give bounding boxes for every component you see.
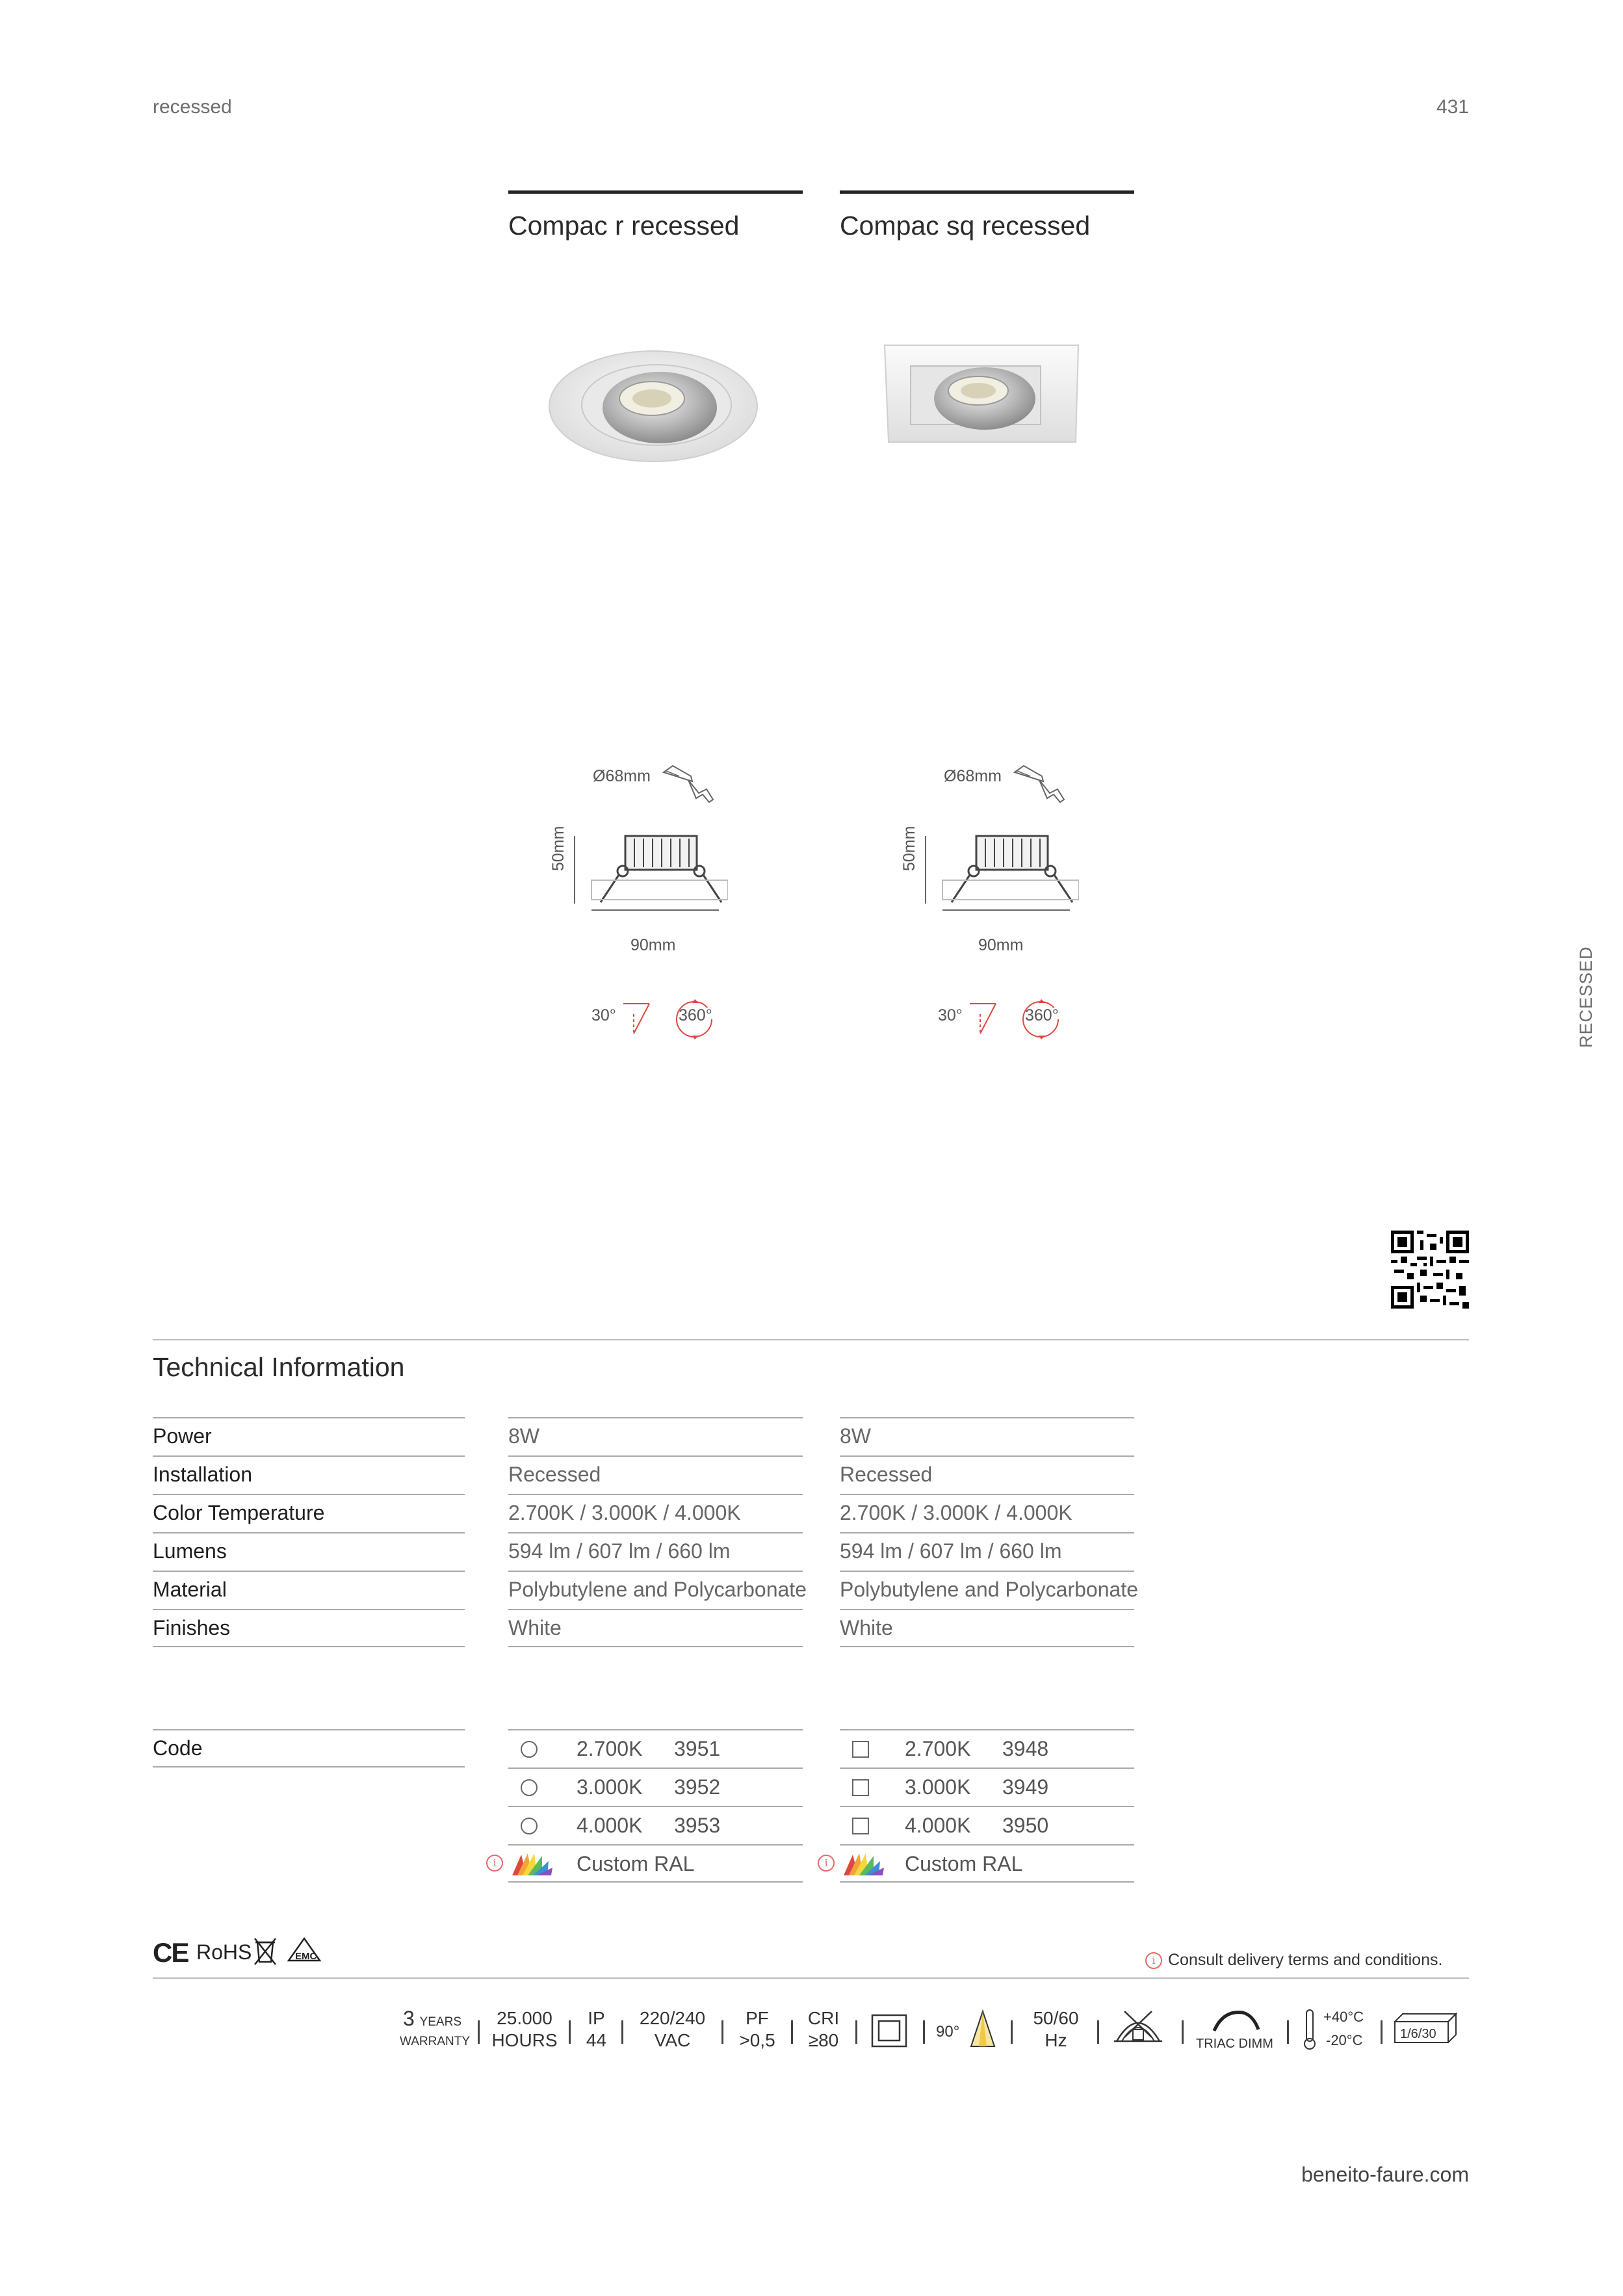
triac-dimm-label: TRIAC DIMM (1196, 2037, 1273, 2051)
code-row[interactable] (840, 1806, 1134, 1844)
warranty-years: YEARS (419, 2015, 461, 2029)
hours-unit: HOURS (491, 2030, 558, 2050)
square-shape-icon (851, 1740, 870, 1758)
width-label-2: 90mm (978, 936, 1024, 954)
info-icon: i (486, 1855, 503, 1872)
info-icon: i (818, 1855, 835, 1872)
code-row[interactable] (508, 1768, 803, 1806)
label-color-temperature: Color Temperature (153, 1501, 325, 1524)
spec-row (840, 1532, 1134, 1571)
spec-row (508, 1609, 803, 1647)
code-row[interactable] (840, 1729, 1134, 1768)
label-lumens: Lumens (153, 1539, 227, 1563)
code-row[interactable] (508, 1806, 803, 1844)
frequency-badge (1022, 2007, 1090, 2052)
pf-label: PF (746, 2008, 769, 2028)
column-rule-2 (840, 190, 1134, 194)
label-row (153, 1609, 465, 1647)
value-lumens-2: 594 lm / 607 lm / 660 lm (840, 1539, 1062, 1563)
voltage-unit: VAC (654, 2030, 691, 2050)
frequency-value: 50/60 (1033, 2008, 1079, 2028)
page-number: 431 (1436, 96, 1469, 118)
code-number: 3948 (1002, 1737, 1049, 1760)
value-power-2: 8W (840, 1424, 871, 1448)
pf-value: >0,5 (739, 2030, 775, 2050)
separator (569, 2020, 571, 2044)
value-finishes-2: White (840, 1616, 893, 1639)
code-number: 3952 (674, 1775, 721, 1799)
square-shape-icon (851, 1779, 870, 1797)
value-finishes-1: White (508, 1616, 562, 1639)
spec-row (840, 1609, 1134, 1647)
width-label-1: 90mm (630, 936, 676, 954)
ce-mark: CE (153, 1937, 188, 1968)
tilt-icon-1 (621, 1001, 653, 1037)
code-number: 3949 (1002, 1775, 1049, 1799)
label-row (153, 1532, 465, 1571)
temp-min: -20°C (1326, 2032, 1363, 2048)
value-material-2: Polybutylene and Polycarbonate (840, 1578, 1138, 1601)
value-material-1: Polybutylene and Polycarbonate (508, 1578, 807, 1601)
header-section: recessed (153, 96, 232, 118)
separator (721, 2020, 723, 2044)
warranty-number: 3 (403, 2007, 415, 2030)
hours-badge (489, 2007, 560, 2052)
delivery-note: Consult delivery terms and conditions. (1168, 1951, 1443, 1969)
separator (1097, 2020, 1099, 2044)
code-number: 3953 (674, 1814, 721, 1837)
separator (1381, 2020, 1383, 2044)
label-row (153, 1729, 465, 1768)
cutout-saw-icon-2 (1011, 762, 1069, 814)
cutout-saw-icon (660, 762, 718, 814)
label-row (153, 1417, 465, 1455)
label-row (153, 1571, 465, 1609)
label-material: Material (153, 1578, 227, 1601)
emc-label: EMC (295, 1951, 317, 1962)
temp-max: +40°C (1323, 2009, 1364, 2025)
thermometer-icon (1303, 2009, 1317, 2050)
rotation-label-2: 360° (1025, 1006, 1059, 1024)
value-installation-2: Recessed (840, 1463, 933, 1486)
label-row (153, 1455, 465, 1494)
label-finishes: Finishes (153, 1616, 231, 1639)
round-shape-icon (520, 1740, 538, 1758)
separator (1182, 2020, 1184, 2044)
dimension-drawing-1 (565, 826, 728, 930)
hours-value: 25.000 (497, 2008, 552, 2028)
label-power: Power (153, 1424, 212, 1448)
code-number: 3950 (1002, 1814, 1049, 1837)
spec-row (508, 1417, 803, 1455)
diameter-label-2: Ø68mm (944, 767, 1002, 785)
spec-row (508, 1571, 807, 1609)
warranty-badge (400, 2007, 471, 2050)
code-row[interactable] (840, 1768, 1134, 1806)
value-color-temperature-1: 2.700K / 3.000K / 4.000K (508, 1501, 741, 1524)
value-color-temperature-2: 2.700K / 3.000K / 4.000K (840, 1501, 1072, 1524)
height-label-2: 50mm (900, 826, 918, 871)
custom-ral-label: Custom RAL (577, 1852, 695, 1875)
dimension-drawing-2 (916, 826, 1079, 930)
rohs-mark: RoHS (196, 1940, 252, 1964)
voltage-value: 220/240 (639, 2008, 706, 2028)
value-installation-1: Recessed (508, 1463, 601, 1486)
code-temp: 2.700K (577, 1737, 643, 1760)
separator (621, 2020, 623, 2044)
square-shape-icon (851, 1817, 870, 1835)
round-shape-icon (520, 1779, 538, 1797)
custom-ral-row[interactable] (508, 1844, 803, 1883)
spec-row (840, 1455, 1134, 1494)
height-label-1: 50mm (549, 826, 567, 871)
code-number: 3951 (674, 1737, 721, 1760)
diameter-label-1: Ø68mm (593, 767, 651, 785)
product-image-square (881, 341, 1082, 449)
ral-fan-icon (508, 1849, 554, 1879)
column-rule-1 (508, 190, 803, 194)
section-divider (153, 1339, 1469, 1340)
code-row[interactable] (508, 1729, 803, 1768)
tilt-label-1: 30° (591, 1006, 616, 1024)
separator (1011, 2020, 1013, 2044)
custom-ral-row[interactable] (840, 1844, 1134, 1883)
separator (855, 2020, 857, 2044)
separator (1287, 2020, 1289, 2044)
technical-title: Technical Information (153, 1352, 405, 1382)
code-temp: 3.000K (905, 1775, 971, 1799)
label-installation: Installation (153, 1463, 252, 1486)
qr-code[interactable] (1391, 1231, 1469, 1309)
separator (791, 2020, 793, 2044)
code-temp: 2.700K (905, 1737, 971, 1760)
round-shape-icon (520, 1817, 538, 1835)
beam-angle-label: 90° (936, 2023, 960, 2041)
voltage-badge (632, 2007, 713, 2052)
value-lumens-1: 594 lm / 607 lm / 660 lm (508, 1539, 731, 1563)
custom-ral-label: Custom RAL (905, 1852, 1023, 1875)
cri-value: ≥80 (808, 2030, 839, 2050)
ip-label: IP (588, 2008, 605, 2028)
separator (478, 2020, 480, 2044)
cri-badge (801, 2007, 846, 2052)
cri-label: CRI (807, 2008, 840, 2028)
value-power-1: 8W (508, 1424, 539, 1448)
insulation-cover-icon (1111, 2007, 1165, 2048)
warranty-label: WARRANTY (400, 2035, 471, 2048)
pf-badge (731, 2007, 783, 2052)
rotation-label-1: 360° (679, 1006, 712, 1024)
code-temp: 3.000K (577, 1775, 643, 1799)
dimming-curve-icon (1210, 2007, 1262, 2033)
product-image-round (543, 341, 764, 471)
weee-bin-icon (252, 1936, 278, 1967)
code-temp: 4.000K (905, 1814, 971, 1837)
ip-badge (578, 2007, 614, 2052)
label-code: Code (153, 1736, 203, 1760)
spec-row (508, 1532, 803, 1571)
website-link[interactable]: beneito-faure.com (1301, 2163, 1469, 2186)
spec-row (508, 1455, 803, 1494)
packaging-units: 1/6/30 (1400, 2027, 1436, 2041)
ral-fan-icon (840, 1849, 885, 1879)
spec-row (840, 1494, 1134, 1532)
footer-divider (153, 1977, 1469, 1979)
class-ii-icon (871, 2014, 907, 2048)
info-icon: i (1145, 1952, 1162, 1969)
spec-row (840, 1571, 1138, 1609)
code-temp: 4.000K (577, 1814, 643, 1837)
ip-value: 44 (586, 2030, 607, 2050)
side-tab: RECESSED (1576, 946, 1596, 1048)
tilt-label-2: 30° (938, 1006, 963, 1024)
tilt-icon-2 (967, 1001, 1000, 1037)
spec-row (840, 1417, 1134, 1455)
frequency-unit: Hz (1045, 2030, 1067, 2050)
product-title-2: Compac sq recessed (840, 211, 1091, 241)
separator (923, 2020, 925, 2044)
label-row (153, 1494, 465, 1532)
product-title-1: Compac r recessed (508, 211, 740, 241)
beam-angle-icon (968, 2009, 997, 2049)
spec-row (508, 1494, 803, 1532)
